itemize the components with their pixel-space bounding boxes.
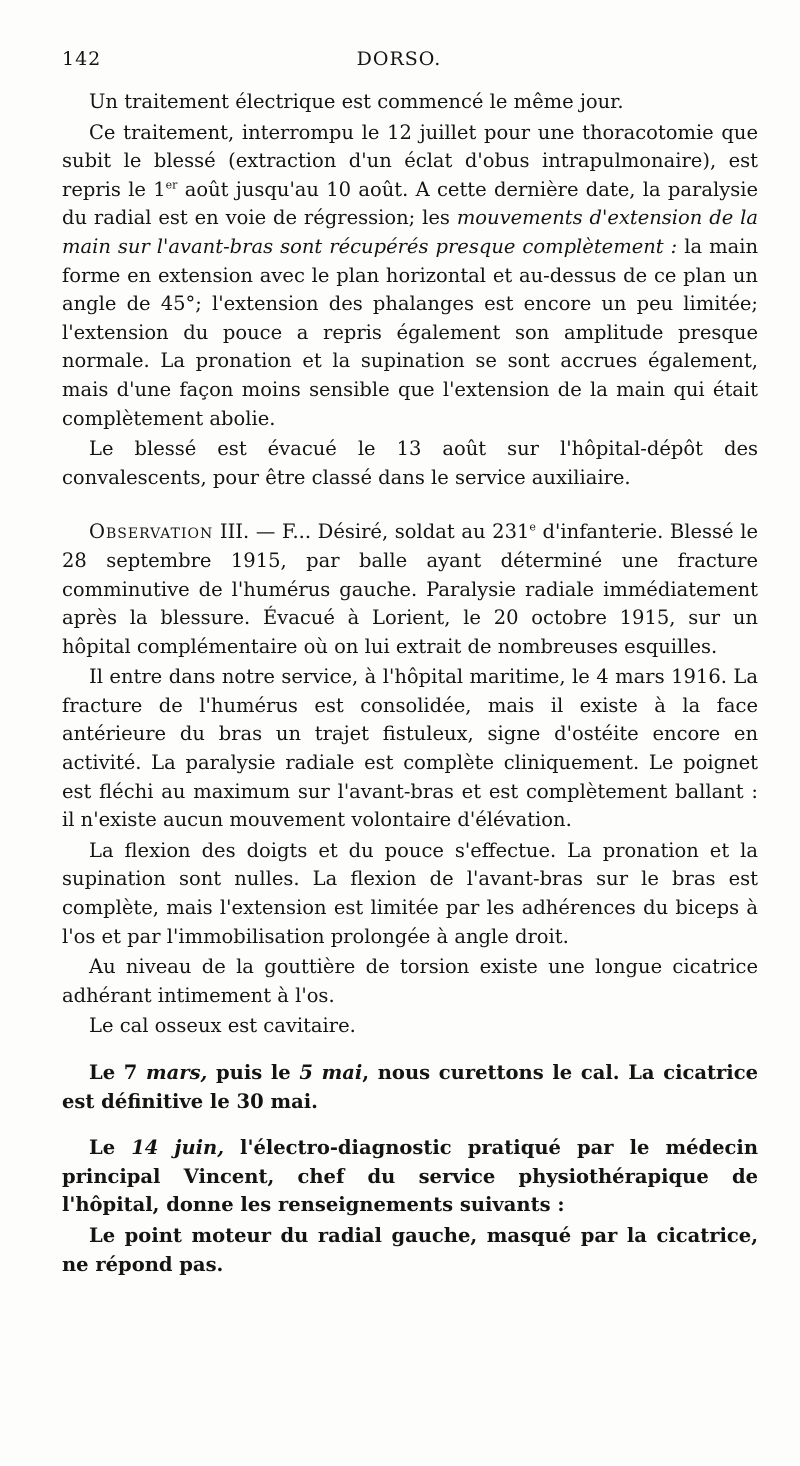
text-run: la main forme en extension avec le plan horizontal et au-dessus de ce plan un angle de 45°; l'extension des phalanges est encore un peu limitée; l'extension du pouce a repris également son amplitude presque normale. La pronation et la supination se sont accrues également, mais d'une façon moins sensible que l'extension de la main qui était complètement abolie. — [62, 234, 759, 430]
paragraph-p10 — [62, 1134, 758, 1220]
text-body — [62, 88, 758, 1281]
text-run: Le blessé est évacué le 13 août sur l'hôpital-dépôt des convalescents, pour être classé dans le service auxiliaire. — [62, 437, 758, 489]
text-run: Il entre dans notre service, à l'hôpital maritime, le 4 mars 1916. La fracture de l'humérus est consolidée, mais il existe à la face antérieure du bras un trajet fistuleux, signe d'ostéite encore en activité. La paralysie radiale est complète cliniquement. Le poignet est fléchi au maximum sur l'avant-bras et est complètement ballant : il n'existe aucun mouvement volontaire d'élévation. — [62, 665, 758, 832]
text-run: l'électro-diagnostic pratiqué par le médecin principal Vincent, chef du service physiothérapique de l'hôpital, donne les renseignements suivants : — [62, 1136, 758, 1217]
text-run: puis le — [207, 1061, 300, 1084]
text-run: 14 juin, — [131, 1136, 224, 1160]
paragraph-p2 — [62, 119, 758, 434]
text-run: mouvements d'extension de la main sur l'avant-bras sont récupérés presque complètement : — [62, 206, 758, 258]
text-run: Le cal osseux est cavitaire. — [89, 1014, 356, 1038]
text-run: Au niveau de la gouttière de torsion existe une longue cicatrice adhérant intimement à l'os. — [62, 955, 758, 1007]
text-run: , nous curettons le cal. La cicatrice est définitive le 30 mai. — [62, 1061, 758, 1113]
text-run: Le — [89, 1136, 132, 1160]
text-run: Le point moteur du radial gauche, masqué par la cicatrice, ne répond pas. — [62, 1223, 758, 1276]
text-run: III. — F... Désiré, soldat au 231 — [213, 520, 530, 544]
text-run: Observation — [89, 520, 214, 544]
text-run: août jusqu'au 10 août. A cette dernière date, la paralysie du radial est en voie de régression; les — [62, 177, 758, 230]
paragraph-p5 — [62, 663, 758, 835]
text-run: d'infanterie. Blessé le 28 septembre 1915, par balle ayant déterminé une fracture comminutive de l'humérus gauche. Paralysie radiale immédiatement après la blessure. Évacué à Lorient, le 20 octobre 1915, sur un hôpital complémentaire où on lui extrait de nombreuses esquilles. — [62, 520, 758, 658]
text-run: er — [165, 178, 178, 192]
text-run: e — [529, 520, 536, 534]
text-run: 5 mai — [299, 1061, 363, 1084]
paragraph-p7 — [62, 953, 758, 1010]
paragraph-p6 — [62, 837, 758, 951]
paragraph-p8 — [62, 1012, 758, 1041]
text-run: La flexion des doigts et du pouce s'effectue. La pronation et la supination sont nulles. La flexion de l'avant-bras sur le bras est complète, mais l'extension est limitée par les adhérences du biceps à l'os et par l'immobilisation prolongée à angle droit. — [62, 838, 758, 948]
paragraph-p3 — [62, 435, 758, 492]
text-run: Un traitement électrique est commencé le même jour. — [89, 90, 624, 113]
text-run: mars, — [146, 1061, 208, 1084]
paragraph-p1 — [62, 88, 758, 117]
page-number: 142 — [62, 48, 102, 70]
paragraph-p9 — [62, 1059, 758, 1116]
paragraph-p11 — [62, 1222, 758, 1279]
text-run: Le 7 — [89, 1061, 147, 1084]
running-title: DORSO. — [356, 48, 442, 70]
text-run: Ce traitement, interrompu le 12 juillet pour une thoracotomie que subit le blessé (extraction d'un éclat d'obus intrapulmonaire), est repris le 1 — [62, 120, 758, 201]
paragraph-p4 — [62, 518, 758, 661]
